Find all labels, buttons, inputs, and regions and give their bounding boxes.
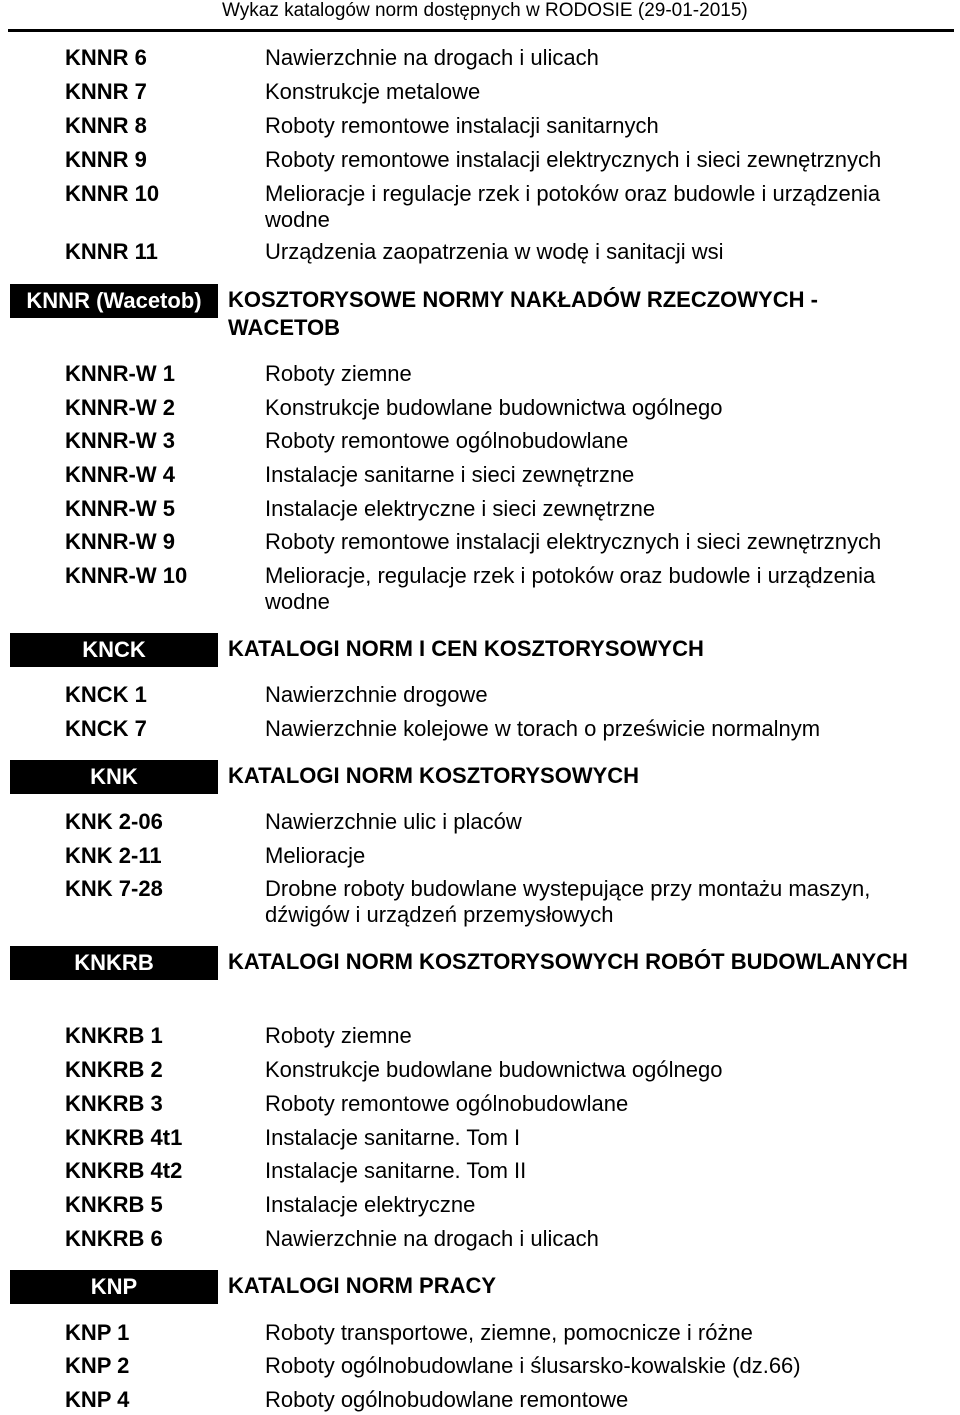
catalog-code: KNCK 7: [65, 716, 147, 741]
catalog-description: Roboty ogólnobudowlane i ślusarsko-kowalskie (dz.66): [265, 1353, 801, 1378]
catalog-code: KNNR-W 1: [65, 361, 175, 386]
catalog-description: Roboty ogólnobudowlane remontowe: [265, 1387, 629, 1412]
catalog-code: KNNR-W 9: [65, 529, 175, 554]
catalog-description: Nawierzchnie ulic i placów: [265, 809, 522, 834]
category-label: KNK: [10, 760, 218, 794]
catalog-code: KNNR 9: [65, 147, 147, 172]
catalog-code: KNP 2: [65, 1353, 130, 1378]
catalog-description: Roboty remontowe ogólnobudowlane: [265, 428, 629, 453]
catalog-code: KNP 1: [65, 1320, 130, 1345]
catalog-description: Roboty remontowe instalacji elektrycznych i sieci zewnętrznych: [265, 529, 882, 554]
catalog-code: KNNR 11: [65, 239, 158, 264]
catalog-code: KNNR-W 3: [65, 428, 175, 453]
catalog-code: KNK 2-06: [65, 809, 163, 834]
catalog-code: KNNR 8: [65, 113, 147, 138]
catalog-description: Nawierzchnie kolejowe w torach o prześwicie normalnym: [265, 716, 821, 741]
catalog-code: KNNR-W 5: [65, 496, 175, 521]
catalog-code: KNNR 7: [65, 79, 147, 104]
catalog-description: Instalacje elektryczne: [265, 1192, 476, 1217]
catalog-description: Melioracje: [265, 843, 366, 868]
catalog-code: KNKRB 2: [65, 1057, 163, 1082]
catalog-code: KNKRB 1: [65, 1023, 163, 1048]
category-label: KNCK: [10, 633, 218, 667]
category-title: KOSZTORYSOWE NORMY NAKŁADÓW RZECZOWYCH - WACETOB: [228, 287, 818, 340]
category-title: KATALOGI NORM PRACY: [228, 1273, 497, 1298]
catalog-description: Roboty ziemne: [265, 1023, 412, 1048]
document-title: Wykaz katalogów norm dostępnych w RODOSIE (29-01-2015): [222, 0, 748, 21]
category-title: KATALOGI NORM KOSZTORYSOWYCH ROBÓT BUDOWLANYCH: [228, 949, 908, 974]
catalog-code: KNNR-W 4: [65, 462, 175, 487]
catalog-code: KNNR 6: [65, 45, 147, 70]
catalog-code: KNKRB 3: [65, 1091, 163, 1116]
category-title: KATALOGI NORM I CEN KOSZTORYSOWYCH: [228, 636, 704, 661]
catalog-description: Konstrukcje budowlane budownictwa ogólnego: [265, 1057, 723, 1082]
catalog-description: Instalacje sanitarne i sieci zewnętrzne: [265, 462, 635, 487]
catalog-code: KNK 2-11: [65, 843, 162, 868]
catalog-description: Konstrukcje budowlane budownictwa ogólnego: [265, 395, 723, 420]
catalog-code: KNNR-W 10: [65, 563, 188, 588]
catalog-code: KNKRB 5: [65, 1192, 163, 1217]
catalog-code: KNKRB 6: [65, 1226, 163, 1251]
catalog-description: Roboty ziemne: [265, 361, 412, 386]
catalog-description: Roboty transportowe, ziemne, pomocnicze i różne: [265, 1320, 753, 1345]
catalog-description: Urządzenia zaopatrzenia w wodę i sanitacji wsi: [265, 239, 724, 264]
catalog-description: Konstrukcje metalowe: [265, 79, 481, 104]
catalog-description: Nawierzchnie na drogach i ulicach: [265, 45, 599, 70]
catalog-description: Melioracje, regulacje rzek i potoków oraz budowle i urządzenia wodne: [265, 563, 876, 614]
catalog-code: KNNR-W 2: [65, 395, 175, 420]
catalog-description: Melioracje i regulacje rzek i potoków oraz budowle i urządzenia wodne: [265, 181, 881, 232]
catalog-description: Instalacje sanitarne. Tom I: [265, 1125, 521, 1150]
category-label: KNKRB: [10, 946, 218, 980]
catalog-code: KNCK 1: [65, 682, 147, 707]
catalog-code: KNKRB 4t2: [65, 1158, 183, 1183]
catalog-description: Roboty remontowe instalacji elektrycznych i sieci zewnętrznych: [265, 147, 882, 172]
catalog-description: Roboty remontowe instalacji sanitarnych: [265, 113, 659, 138]
catalog-description: Drobne roboty budowlane wystepujące przy montażu maszyn, dźwigów i urządzeń przemysłowych: [265, 876, 871, 927]
catalog-description: Nawierzchnie na drogach i ulicach: [265, 1226, 599, 1251]
catalog-code: KNK 7-28: [65, 876, 163, 901]
category-label: KNP: [10, 1270, 218, 1304]
catalog-description: Instalacje elektryczne i sieci zewnętrzne: [265, 496, 656, 521]
category-label: KNNR (Wacetob): [10, 284, 218, 318]
catalog-description: Nawierzchnie drogowe: [265, 682, 488, 707]
catalog-description: Instalacje sanitarne. Tom II: [265, 1158, 527, 1183]
category-title: KATALOGI NORM KOSZTORYSOWYCH: [228, 763, 640, 788]
catalog-code: KNP 4: [65, 1387, 130, 1412]
catalog-code: KNKRB 4t1: [65, 1125, 183, 1150]
catalog-description: Roboty remontowe ogólnobudowlane: [265, 1091, 629, 1116]
catalog-code: KNNR 10: [65, 181, 160, 206]
